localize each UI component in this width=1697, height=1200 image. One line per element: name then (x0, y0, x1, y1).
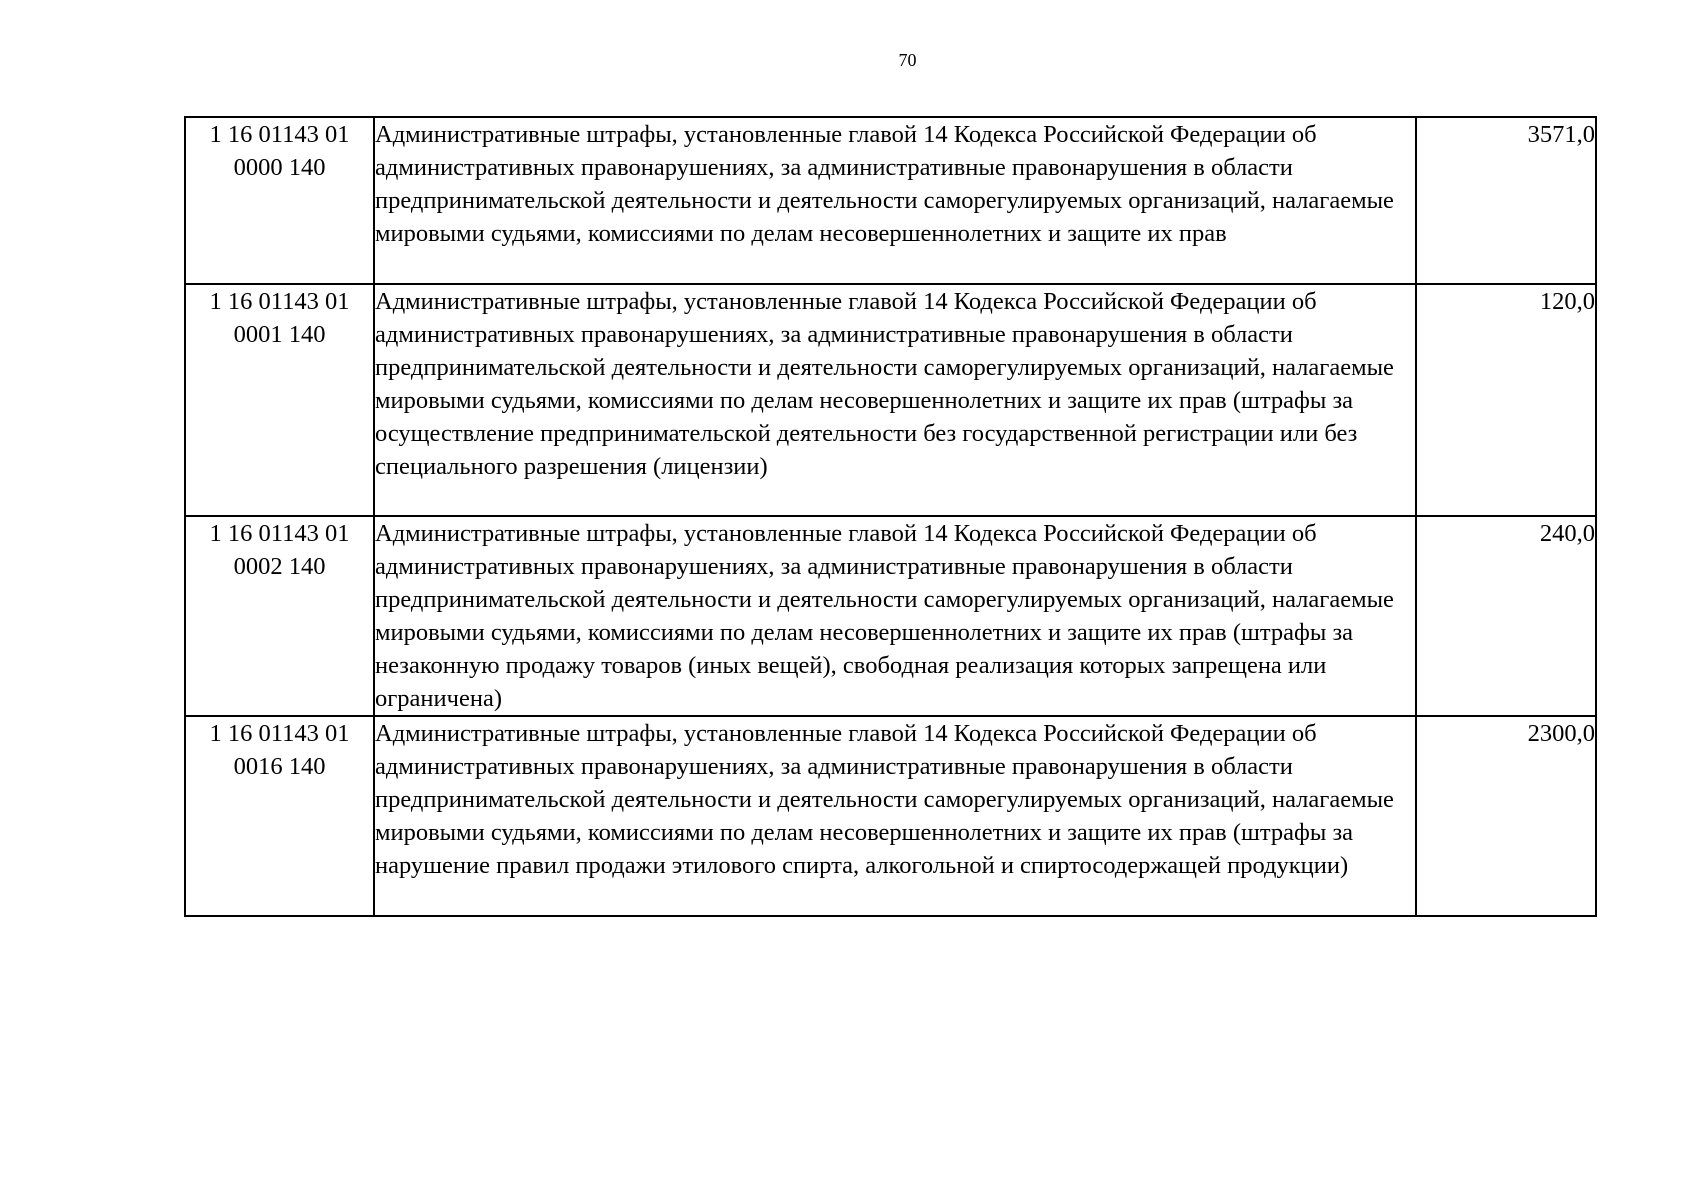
budget-code-cell (185, 716, 374, 916)
page-number: 70 (898, 50, 917, 70)
table-row (185, 284, 1596, 516)
budget-code-line-1: 1 16 01143 01 (209, 720, 350, 747)
budget-code-line-1: 1 16 01143 01 (209, 121, 350, 148)
budget-code-line-1: 1 16 01143 01 (209, 520, 350, 547)
description-cell: Административные штрафы, установленные главой 14 Кодекса Российской Федерации об административных правонарушениях, за административные правонарушения в области предпринимательской деятельности и деятельности саморегулируемых организаций, налагаемые мировыми судьями, комиссиями по делам несовершеннолетних и защите их прав (штрафы за нарушение правил продажи этилового спирта, алкогольной и спиртосодержащей продукции) (374, 716, 1416, 916)
amount-cell: 240,0 (1416, 516, 1596, 716)
budget-code-line-2: 0002 140 (233, 553, 326, 580)
budget-code-line-2: 0016 140 (233, 753, 326, 780)
budget-code-line-1: 1 16 01143 01 (209, 288, 350, 315)
revenue-table (184, 116, 1597, 917)
amount-cell: 2300,0 (1416, 716, 1596, 916)
table-row (185, 716, 1596, 916)
budget-code-line-2: 0000 140 (233, 154, 326, 181)
amount-cell: 3571,0 (1416, 117, 1596, 284)
budget-code-cell (185, 117, 374, 284)
description-cell: Административные штрафы, установленные главой 14 Кодекса Российской Федерации об административных правонарушениях, за административные правонарушения в области предпринимательской деятельности и деятельности саморегулируемых организаций, налагаемые мировыми судьями, комиссиями по делам несовершеннолетних и защите их прав (374, 117, 1416, 284)
budget-code-cell (185, 284, 374, 516)
amount-cell: 120,0 (1416, 284, 1596, 516)
description-cell: Административные штрафы, установленные главой 14 Кодекса Российской Федерации об административных правонарушениях, за административные правонарушения в области предпринимательской деятельности и деятельности саморегулируемых организаций, налагаемые мировыми судьями, комиссиями по делам несовершеннолетних и защите их прав (штрафы за осуществление предпринимательской деятельности без государственной регистрации или без специального разрешения (лицензии) (374, 284, 1416, 516)
budget-code-cell (185, 516, 374, 716)
table-row (185, 516, 1596, 716)
budget-code-line-2: 0001 140 (233, 321, 326, 348)
table-row (185, 117, 1596, 284)
description-cell: Административные штрафы, установленные главой 14 Кодекса Российской Федерации об административных правонарушениях, за административные правонарушения в области предпринимательской деятельности и деятельности саморегулируемых организаций, налагаемые мировыми судьями, комиссиями по делам несовершеннолетних и защите их прав (штрафы за незаконную продажу товаров (иных вещей), свободная реализация которых запрещена или ограничена) (374, 516, 1416, 716)
